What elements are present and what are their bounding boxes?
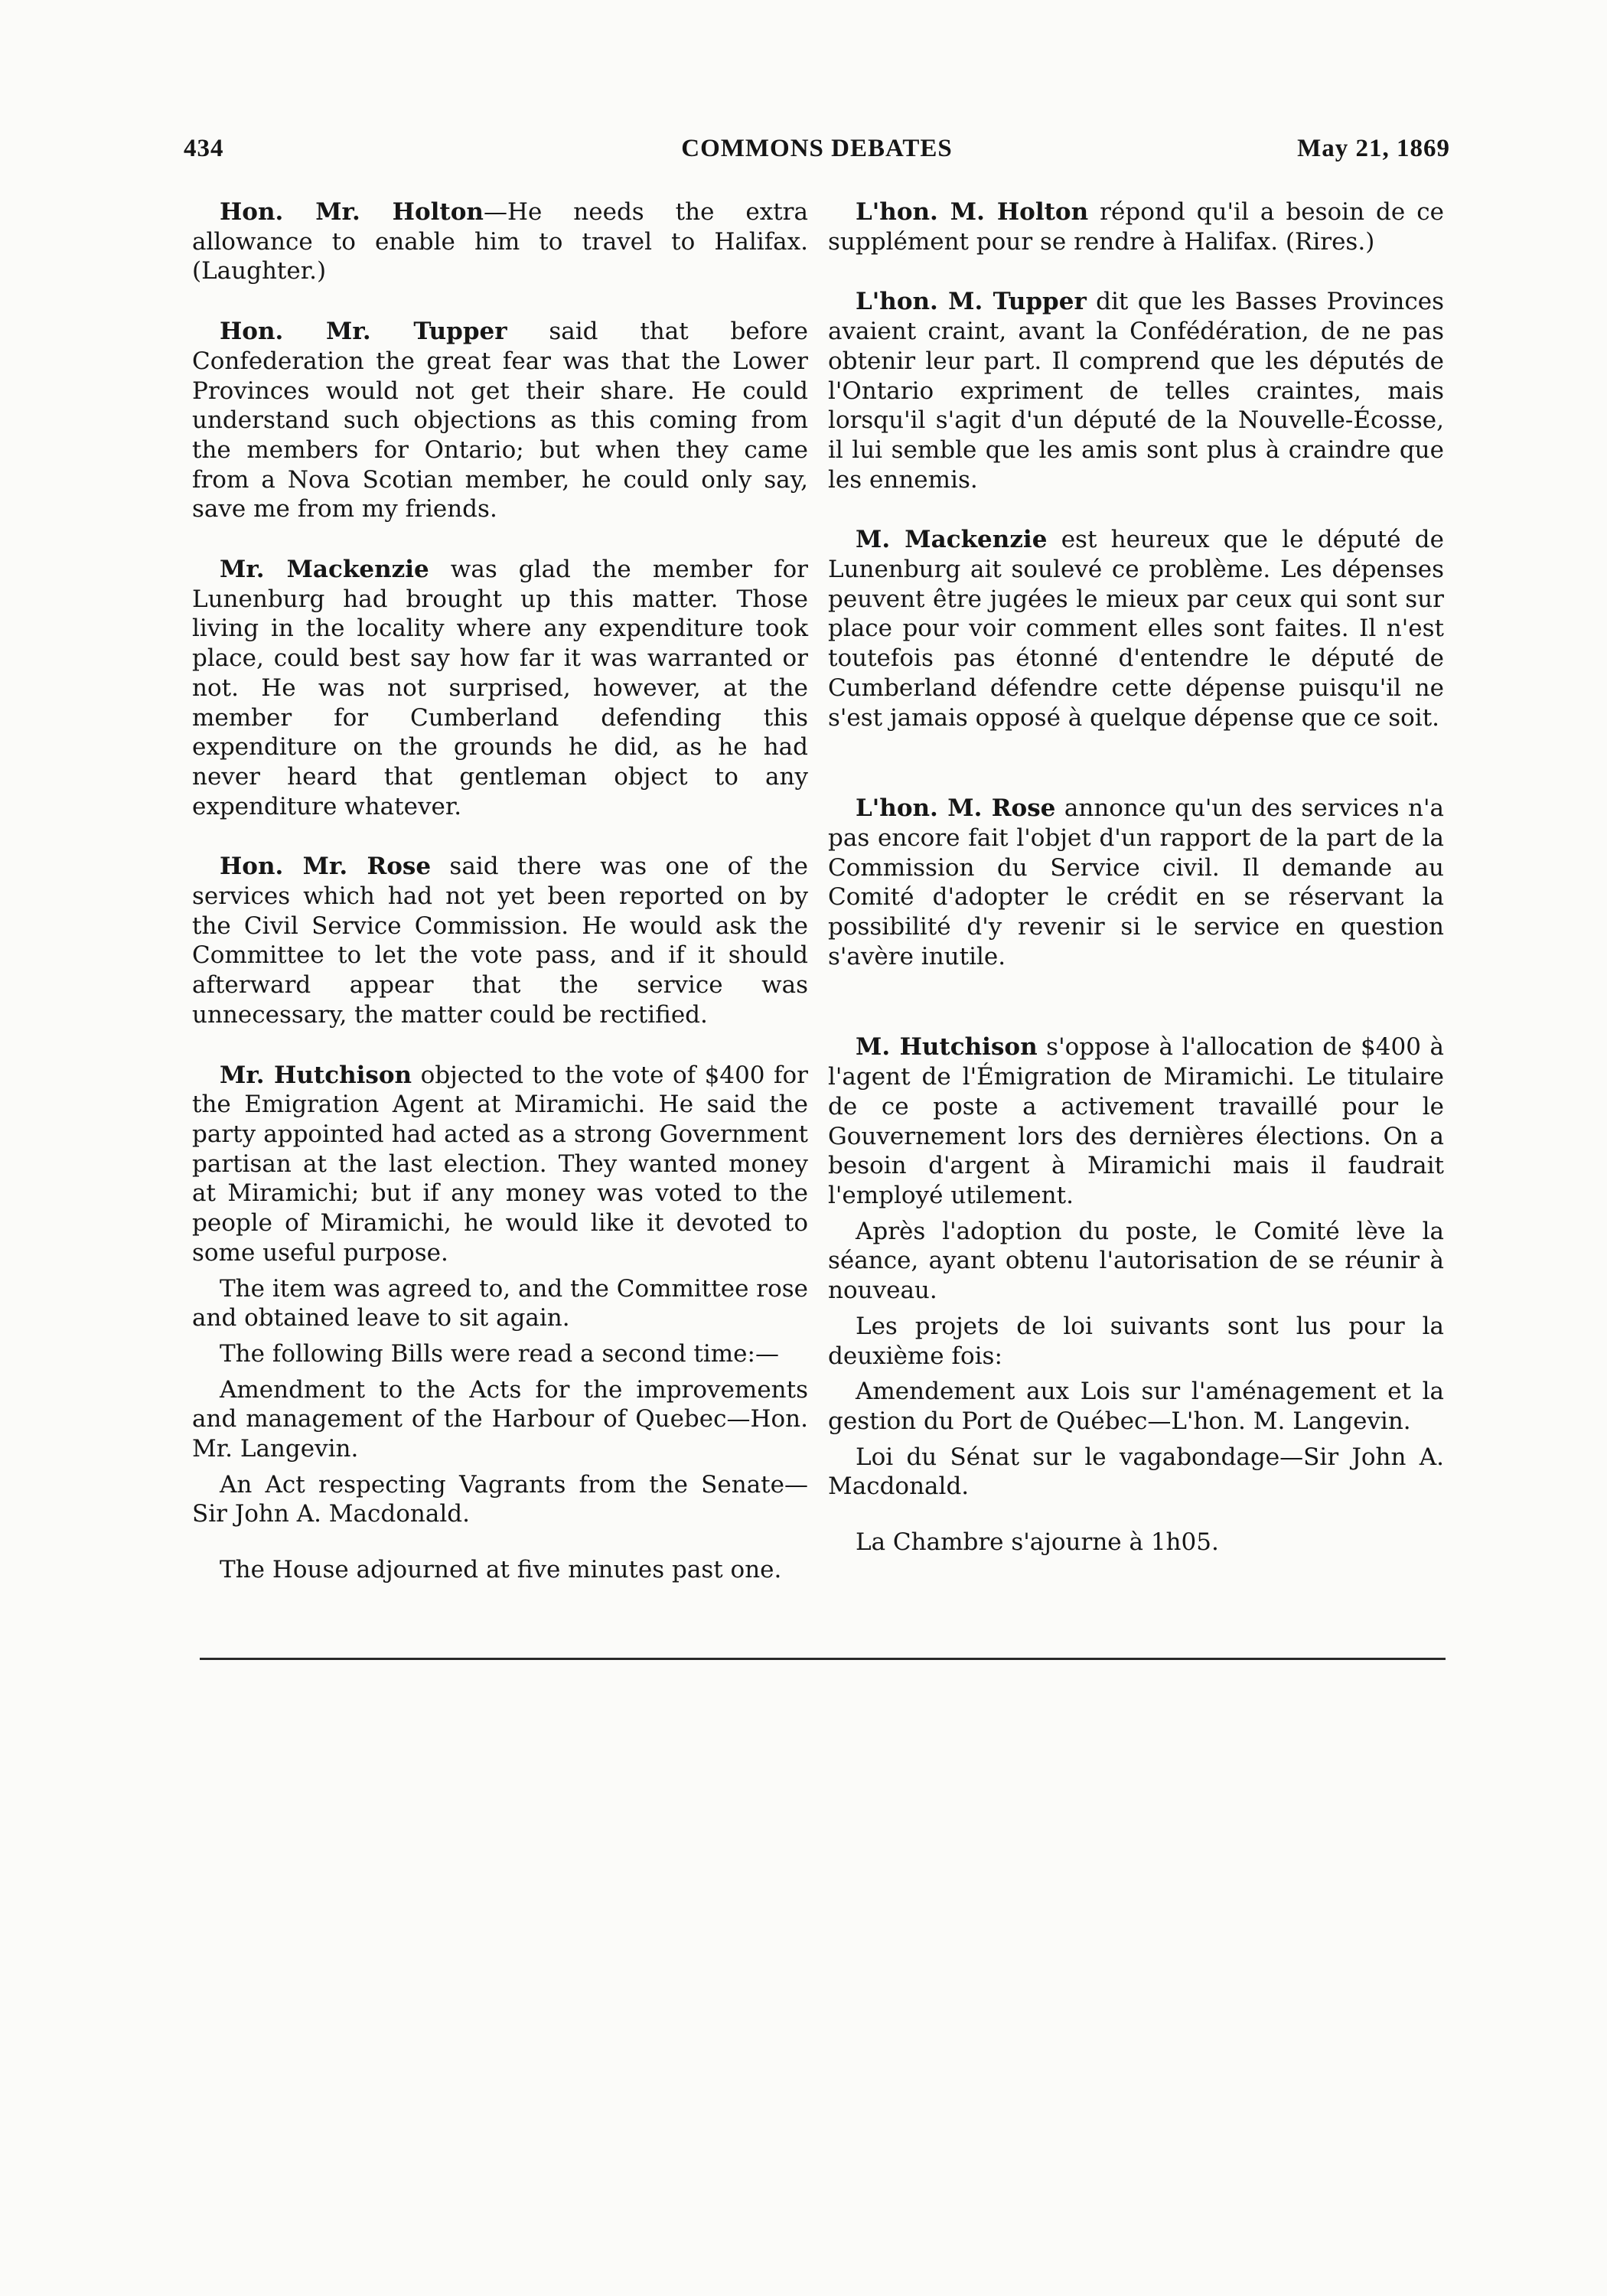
paragraph-text: annonce qu'un des services n'a pas encore fait l'objet d'un rapport de la part de la Commission du Service civil. Il demande au Comité d'adopter le crédit en se réservant la possibilité d'y revenir si le service en question s'avère inutile. [828,794,1444,970]
paragraph-mackenzie [828,525,1444,732]
english-column [192,197,808,1585]
paragraph-tupper [828,287,1444,494]
paragraph-rose [828,794,1444,971]
speaker-name: Mr. Hutchison [220,1061,412,1089]
paragraph-adjourned [828,1528,1444,1557]
page-number: 434 [184,135,224,162]
paragraph-text: Loi du Sénat sur le vagabondage—Sir John A. Macdonald. [828,1443,1444,1501]
paragraph-text: An Act respecting Vagrants from the Senate—Sir John A. Macdonald. [192,1470,808,1528]
page-header [184,135,1450,174]
paragraph-holton [192,197,808,286]
paragraph-text: The item was agreed to, and the Committee rose and obtained leave to sit again. [192,1274,809,1332]
paragraph-text: said there was one of the services which had not yet been reported on by the Civil Service Commission. He would ask the Committee to let the vote pass, and if it should afterward appear that the service was unnecessary, the matter could be rectified. [192,853,809,1029]
paragraph-hutchison [192,1061,808,1268]
paragraph-text: dit que les Basses Provinces avaient craint, avant la Confédération, de ne pas obtenir leur part. Il comprend que les députés de l'Ontario expriment de telles craintes, mais lorsqu'il s'agit d'un député de la Nouvelle-Écosse, il lui semble que les amis sont plus à craindre que les ennemis. [828,288,1444,494]
paragraph-text: said that before Confederation the great fear was that the Lower Provinces would not get their share. He could understand such objections as this coming from the members for Ontario; but when they came from a Nova Scotian member, he could only say, save me from my friends. [192,318,808,523]
paragraph-mackenzie [192,555,808,821]
publication-title: COMMONS DEBATES [681,135,953,162]
paragraph-tupper [192,317,808,524]
paragraph-text: est heureux que le député de Lunenburg ait soulevé ce problème. Les dépenses peuvent être jugées le mieux par ceux qui sont sur place pour voir comment elles sont faites. Il n'est toutefois pas étonné d'entendre le député de Cumberland défendre cette dépense puisqu'il ne s'est jamais opposé à quelque dépense que ce soit. [828,526,1444,732]
paragraph-text: Les projets de loi suivants sont lus pour la deuxième fois: [828,1312,1444,1370]
paragraph-bills-read [828,1312,1444,1371]
session-date: May 21, 1869 [1297,135,1450,162]
paragraph-holton [828,197,1444,256]
end-divider [200,1658,1446,1660]
french-column [828,197,1444,1557]
paragraph-text: La Chambre s'ajourne à 1h05. [856,1528,1219,1557]
paragraph-text: The House adjourned at five minutes past one. [220,1556,782,1584]
speaker-name: Hon. Mr. Tupper [220,318,507,346]
speaker-name: Mr. Mackenzie [220,556,429,584]
speaker-name: Hon. Mr. Rose [220,853,432,881]
paragraph-text: Amendment to the Acts for the improvements and management of the Harbour of Quebec—Hon. Mr. Langevin. [192,1375,808,1463]
paragraph-rose [192,852,808,1029]
paragraph-adjourned [192,1555,808,1585]
paragraph-item-agreed [192,1274,808,1333]
paragraph-bill-harbour [828,1377,1444,1436]
paragraph-item-agreed [828,1217,1444,1306]
speaker-name: M. Mackenzie [856,526,1048,554]
paragraph-text: répond qu'il a besoin de ce supplément pour se rendre à Halifax. (Rires.) [828,198,1444,256]
paragraph-bill-vagrants [192,1470,808,1529]
paragraph-text: —He needs the extra allowance to enable him to travel to Halifax. (Laughter.) [192,198,808,285]
paragraph-bill-vagrants [828,1443,1444,1502]
speaker-name: L'hon. M. Tupper [856,288,1087,316]
speaker-name: M. Hutchison [856,1033,1038,1062]
paragraph-text: The following Bills were read a second time:— [220,1339,779,1368]
paragraph-hutchison [828,1032,1444,1210]
speaker-name: L'hon. M. Holton [856,198,1089,226]
speaker-name: Hon. Mr. Holton [220,198,484,226]
paragraph-bills-read [192,1339,808,1369]
paragraph-text: Après l'adoption du poste, le Comité lève la séance, ayant obtenu l'autorisation de se réunir à nouveau. [828,1217,1444,1305]
paragraph-text: s'oppose à l'allocation de $400 à l'agent de l'Émigration de Miramichi. Le titulaire de ce poste a activement travaillé pour le Gouvernement lors des dernières élections. On a besoin d'argent à Miramichi mais il faudrait l'employé utilement. [828,1033,1444,1209]
paragraph-text: objected to the vote of $400 for the Emigration Agent at Miramichi. He said the party appointed had acted as a strong Government partisan at the last election. They wanted money at Miramichi; but if any money was voted to the people of Miramichi, he would like it devoted to some useful purpose. [192,1061,808,1267]
paragraph-text: was glad the member for Lunenburg had brought up this matter. Those living in the locality where any expenditure took place, could best say how far it was warranted or not. He was not surprised, however, at the member for Cumberland defending this expenditure on the grounds he did, as he had never heard that gentleman object to any expenditure whatever. [192,556,808,820]
speaker-name: L'hon. M. Rose [856,794,1056,823]
paragraph-text: Amendement aux Lois sur l'aménagement et la gestion du Port de Québec—L'hon. M. Langevin. [828,1378,1444,1435]
paragraph-bill-harbour [192,1375,808,1464]
